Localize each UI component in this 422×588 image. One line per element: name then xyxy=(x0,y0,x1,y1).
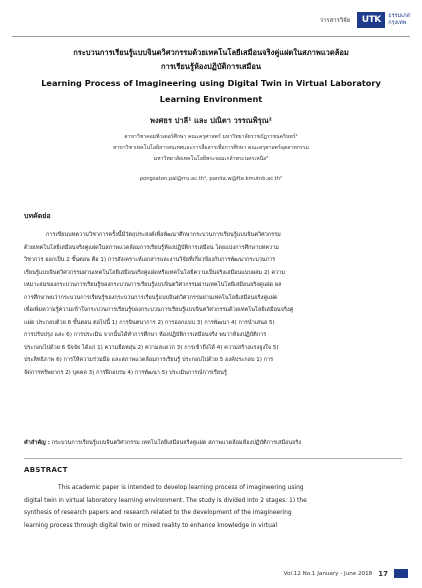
abstract-line: ด้วยเทคโนโลยีเสมือนจริงคู่แฝดในสภาพแวดล้อมการเรียนรู้ห้องปฏิบัติการเสมือน โดยแบ่งการศึกษาบทความ xyxy=(24,244,279,251)
abstract-english-body xyxy=(24,482,402,532)
abstract-line: เหมาะสมของกระบวนการเรียนรู้ของกระบวนการเรียนรู้แบบจินตวิศวกรรมผ่านเทคโนโลยีเสมือนจริงคู่แฝด ผล xyxy=(24,282,282,288)
page-number: 17 xyxy=(378,569,388,578)
affiliations xyxy=(20,132,402,165)
university-logo xyxy=(357,12,410,28)
logo-text-line2: กรุงเทพ xyxy=(388,20,407,26)
issue-info: Vol.12 No.1 January - June 2018 xyxy=(283,570,373,577)
abstract-line: เรียนรู้แบบจินตวิศวกรรมผ่านเทคโนโลยีเสมือนจริงคู่แฝดหรือเทคโนโลยีความเป็นจริงเสมือนแบบผสม 2) ความ xyxy=(24,269,285,276)
page-tab-marker xyxy=(394,569,408,578)
abstract-line: ประสิทธิภาพ 6) การให้ความร่วมมือ และสภาพแวดล้อมการเรียนรู้ ประกอบไปด้วย 5 องค์ประกอบ 1) การ xyxy=(24,357,274,363)
abstract-line: การศึกษาพบว่ากระบวนการเรียนรู้ของกระบวนการเรียนรู้แบบจินตวิศวกรรมผ่านเทคโนโลยีเสมือนจริงคู่แฝด xyxy=(24,294,278,301)
abstract-line: synthesis of research papers and research related to the development of the imagineering xyxy=(24,510,292,516)
abstract-line: การเขียนบทความวิชาการครั้งนี้มีวัตถุประสงค์เพื่อพัฒนาศึกษากระบวนการเรียนรู้แบบจินตวิศวกรรม xyxy=(46,232,281,238)
title-english-line1: Learning Process of Imagineering using Digital Twin in Virtual Laboratory xyxy=(41,78,381,88)
abstract-thai-body xyxy=(24,229,402,379)
title-thai-line2: การเรียนรู้ห้องปฏิบัติการเสมือน xyxy=(161,62,261,71)
title-english-line2: Learning Environment xyxy=(159,94,263,104)
keywords-label: คำสำคัญ : xyxy=(24,440,50,446)
abstract-line: การปรับปรุง และ 6) การประเมิน จากนั้นได้ทำการศึกษา ห้องปฏิบัติการเสมือนจริง พบว่าห้องปฏิบัติการ xyxy=(24,332,267,338)
affiliation-line: สาขาวิชาคอมพิวเตอร์ศึกษา คณะครุศาสตร์ มหาวิทยาลัยราชภัฏราชนครินทร์¹ xyxy=(124,134,298,140)
abstract-english-heading: ABSTRACT xyxy=(24,466,68,474)
abstract-line: digital twin in virtual laboratory learning environment. The study is divided into 2 stages: 1) the xyxy=(24,497,307,504)
journal-header xyxy=(320,8,410,32)
logo-mark-icon: UTK xyxy=(357,12,385,28)
logo-text-line1: ธรรมเภส xyxy=(388,13,410,19)
abstract-line: จัดการทรัพยากร 2) บุคคล 3) การฝึกอบรม 4) การพัฒนา 5) ประเมินการณ์การเรียนรู้ xyxy=(24,369,227,376)
abstract-line: ประกอบไปด้วย 6 ปัจจัย ได้แก่ 1) ความยืดหยุ่น 2) ความสะดวก 3) การเข้าถึงได้ 4) ความสร้างแรงจูงใจ 5) xyxy=(24,344,279,351)
keywords xyxy=(24,439,402,447)
title-thai-line1: กระบวนการเรียนรู้แบบจินตวิศวกรรมด้วยเทคโนโลยีเสมือนจริงคู่แฝดในสภาพแวดล้อม xyxy=(73,48,349,57)
author-names: พงศธร ปาลี¹ และ ปณิตา วรรณพิรุณ² xyxy=(150,116,272,125)
abstract-line: learning process through digital twin or mixed reality to enhance knowledge in virtual xyxy=(24,522,278,529)
keywords-text: กระบวนการเรียนรู้แบบจินตวิศวกรรม เทคโนโลยีเสมือนจริงคู่แฝด สภาพแวดล้อมห้องปฏิบัติการเสมือนจริง xyxy=(51,440,302,446)
affiliation-line: สาขาวิชาเทคโนโลยีสารสนเทศและการสื่อสารเพื่อการศึกษา คณะครุศาสตร์อุตสาหกรรม xyxy=(113,145,309,151)
abstract-thai-heading: บทคัดย่อ xyxy=(24,212,51,220)
abstract-line: This academic paper is intended to develop learning process of imagineering using xyxy=(58,485,304,491)
abstract-line: แฝด ประกอบด้วย 6 ขั้นตอน ต่อไปนี้ 1) การจินตนาการ 2) การออกแบบ 3) การพัฒนา 4) การนำเสนอ 5) xyxy=(24,319,275,326)
abstract-line: วิชาการ ออกเป็น 2 ขั้นตอน คือ 1) การสังเคราะห์เอกสารและงานวิจัยที่เกี่ยวข้องกับการพัฒนากระบวนการ xyxy=(24,257,276,263)
abstract-line: เพื่อเพิ่มความรู้ความเข้าใจกระบวนการเรียนรู้ของกระบวนการเรียนรู้แบบจินตวิศวกรรมด้วยเทคโนโลยีเสมือนจริงคู่ xyxy=(24,307,294,313)
author-emails: pongsaton.pal@rru.ac.th¹, panita.w@fte.kmutnb.ac.th² xyxy=(139,176,283,182)
section-divider xyxy=(24,458,402,459)
header-divider xyxy=(12,36,410,37)
journal-name: วารสารวิจัย xyxy=(319,17,351,24)
page-footer xyxy=(284,569,408,578)
logo-text xyxy=(388,13,410,27)
affiliation-line: มหาวิทยาลัยเทคโนโลยีพระจอมเกล้าพระนครเหนือ² xyxy=(153,156,269,162)
